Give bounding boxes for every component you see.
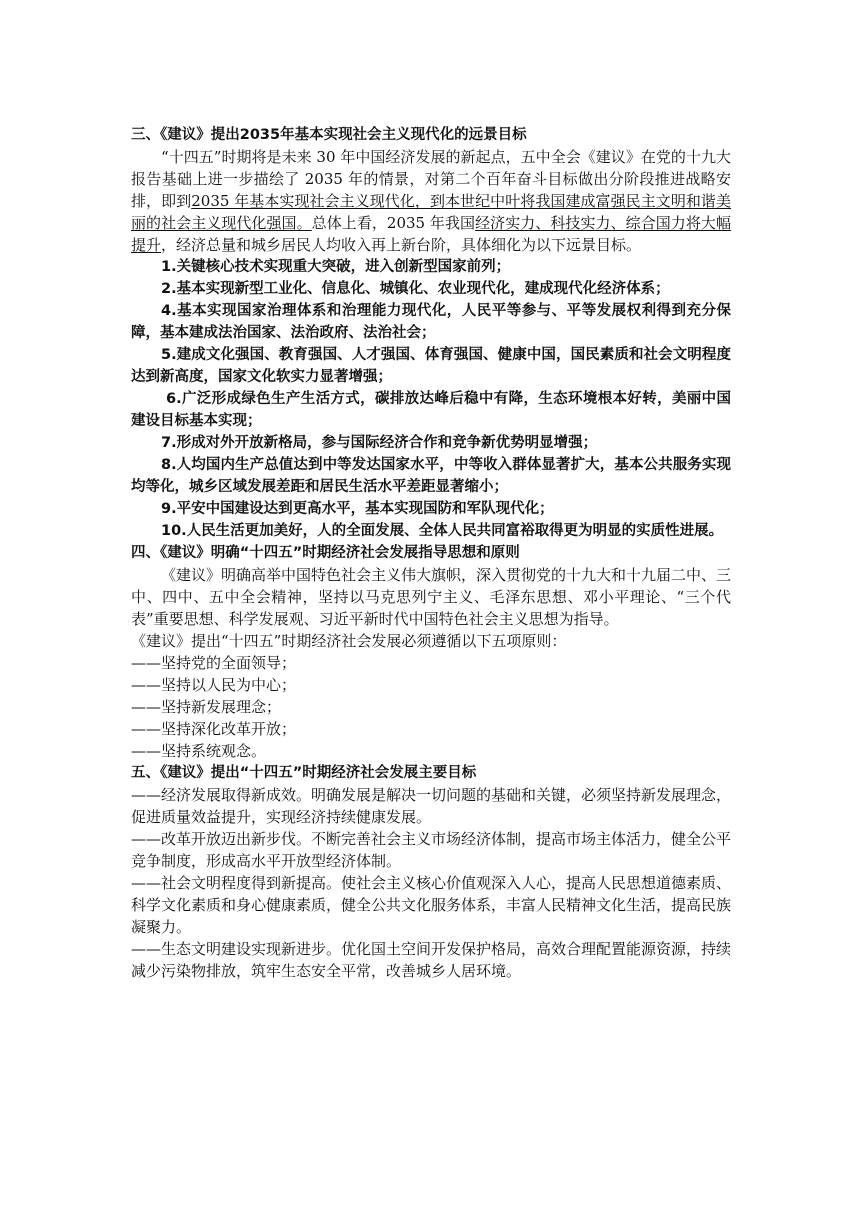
principle-item: ——坚持以人民为中心；	[131, 676, 297, 694]
main-goal-item: ——改革开放迈出新步伐。不断完善社会主义市场经济体制，提高市场主体活力，健全公平竞争制度，形成高水平开放型经济体制。	[131, 830, 732, 870]
section-3-paragraph: “十四五”时期将是未来 30 年中国经济发展的新起点，五中全会《建议》在党的十九大报告基础上进一步描绘了 2035 年的情景，对第二个百年奋斗目标做出分阶段推进战略安排，即到2035 年基本实现社会主义现代化，到本世纪中叶将我国建成富强民主文明和谐美丽的社会主义现代化强国。总体上看，2035 年我国经济实力、科技实力、综合国力将大幅提升，经济总量和城乡居民人均收入再上新台阶，具体细化为以下远景目标。	[131, 148, 731, 254]
goal-item: 1.关键核心技术实现重大突破，进入创新型国家前列；	[161, 259, 511, 275]
goal-item: 2.基本实现新型工业化、信息化、城镇化、农业现代化，建成现代化经济体系；	[161, 281, 670, 297]
principle-item: ——坚持深化改革开放；	[131, 720, 297, 738]
principle-item: ——坚持党的全面领导；	[131, 654, 297, 672]
principles-intro: 《建议》提出“十四五”时期经济社会发展必须遵循以下五项原则：	[131, 632, 567, 650]
section-5-heading: 五、《建议》提出“十四五”时期经济社会发展主要目标	[131, 765, 477, 781]
goal-item: 8.人均国内生产总值达到中等发达国家水平，中等收入群体显著扩大，基本公共服务实现均等化，城乡区域发展差距和居民生活水平差距显著缩小；	[131, 457, 731, 495]
goal-item: 10.人民生活更加美好，人的全面发展、全体人民共同富裕取得更为明显的实质性进展。	[161, 523, 724, 539]
goal-item: 9.平安中国建设达到更高水平，基本实现国防和军队现代化；	[161, 501, 554, 517]
section-4-paragraph: 《建议》明确高举中国特色社会主义伟大旗帜，深入贯彻党的十九大和十九届二中、三中、四中、五中全会精神，坚持以马克思列宁主义、毛泽东思想、邓小平理论、“三个代表”重要思想、科学发展观、习近平新时代中国特色社会主义思想为指导。	[131, 566, 732, 628]
section-3-heading: 三、《建议》提出2035年基本实现社会主义现代化的远景目标	[131, 127, 527, 143]
goal-item: 4.基本实现国家治理体系和治理能力现代化，人民平等参与、平等发展权利得到充分保障，基本建成法治国家、法治政府、法治社会；	[131, 303, 731, 341]
principle-item: ——坚持系统观念。	[131, 742, 267, 760]
principle-item: ——坚持新发展理念；	[131, 698, 282, 716]
main-goal-item: ——生态文明建设实现新进步。优化国土空间开发保护格局，高效合理配置能源资源，持续减少污染物排放，筑牢生态安全平常，改善城乡人居环境。	[131, 940, 732, 980]
section-4-heading: 四、《建议》明确“十四五”时期经济社会发展指导思想和原则	[131, 545, 520, 561]
main-goal-item: ——社会文明程度得到新提高。使社会主义核心价值观深入人心，提高人民思想道德素质、科学文化素质和身心健康素质，健全公共文化服务体系，丰富人民精神文化生活，提高民族凝聚力。	[131, 874, 732, 936]
document-page	[131, 124, 731, 982]
goal-item: 6.广泛形成绿色生产生活方式，碳排放达峰后稳中有降，生态环境根本好转，美丽中国建设目标基本实现；	[131, 391, 731, 429]
main-goal-item: ——经济发展取得新成效。明确发展是解决一切问题的基础和关键，必须坚持新发展理念，促进质量效益提升，实现经济持续健康发展。	[131, 786, 732, 826]
goal-item: 7.形成对外开放新格局，参与国际经济合作和竞争新优势明显增强；	[161, 435, 598, 451]
goal-item: 5.建成文化强国、教育强国、人才强国、体育强国、健康中国，国民素质和社会文明程度达到新高度，国家文化软实力显著增强；	[131, 347, 731, 385]
